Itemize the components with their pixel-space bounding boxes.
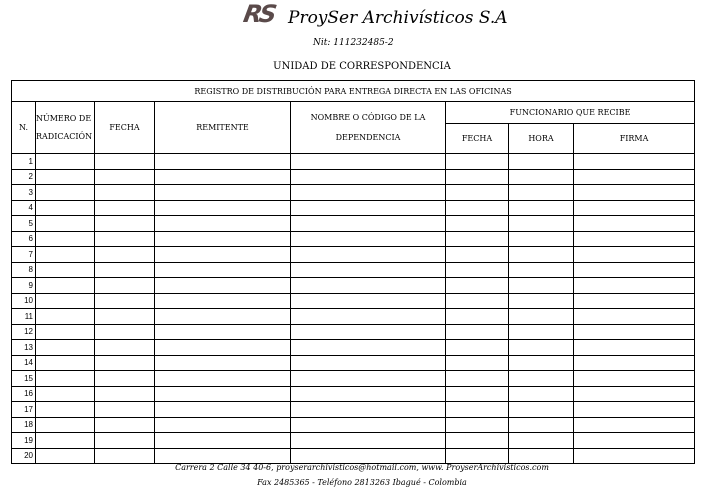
row-cell[interactable] (291, 185, 446, 201)
row-cell[interactable] (509, 448, 574, 464)
table-title: REGISTRO DE DISTRIBUCIÓN PARA ENTREGA DIRECTA EN LAS OFICINAS (12, 81, 695, 102)
row-cell[interactable] (446, 293, 509, 309)
row-cell[interactable] (509, 200, 574, 216)
row-cell[interactable] (155, 417, 291, 433)
row-cell[interactable] (155, 154, 291, 170)
row-number: 6 (12, 231, 36, 247)
row-cell[interactable] (95, 293, 155, 309)
table-row (12, 386, 695, 402)
row-cell[interactable] (36, 340, 95, 356)
company-name: ProySer Archivísticos S.A (288, 8, 508, 28)
row-cell[interactable] (446, 402, 509, 418)
row-cell[interactable] (155, 448, 291, 464)
row-cell[interactable] (291, 448, 446, 464)
row-cell[interactable] (155, 200, 291, 216)
row-cell[interactable] (95, 231, 155, 247)
table-row (12, 402, 695, 418)
unit-title: UNIDAD DE CORRESPONDENCIA (273, 61, 451, 72)
row-cell[interactable] (509, 262, 574, 278)
row-cell[interactable] (574, 402, 695, 418)
row-cell[interactable] (574, 200, 695, 216)
table-row (12, 355, 695, 371)
row-number: 9 (12, 278, 36, 294)
row-cell[interactable] (574, 293, 695, 309)
row-cell[interactable] (155, 386, 291, 402)
row-cell[interactable] (155, 324, 291, 340)
row-cell[interactable] (291, 247, 446, 263)
row-cell[interactable] (291, 262, 446, 278)
row-cell[interactable] (95, 185, 155, 201)
row-cell[interactable] (574, 309, 695, 325)
row-cell[interactable] (95, 309, 155, 325)
row-number: 10 (12, 293, 36, 309)
row-number: 12 (12, 324, 36, 340)
row-cell[interactable] (446, 371, 509, 387)
row-number: 2 (12, 169, 36, 185)
row-cell[interactable] (509, 417, 574, 433)
table-row (12, 216, 695, 232)
table-row (12, 262, 695, 278)
row-cell[interactable] (509, 247, 574, 263)
row-cell[interactable] (36, 278, 95, 294)
row-cell[interactable] (36, 200, 95, 216)
header-f-firma: FIRMA (574, 124, 695, 154)
row-cell[interactable] (291, 433, 446, 449)
row-cell[interactable] (36, 371, 95, 387)
footer-contact: Fax 2485365 - Teléfono 2813263 Ibagué - Colombia (257, 478, 467, 487)
row-cell[interactable] (446, 340, 509, 356)
row-cell[interactable] (574, 231, 695, 247)
table-row (12, 247, 695, 263)
row-cell[interactable] (574, 247, 695, 263)
row-cell[interactable] (291, 231, 446, 247)
header-fecha: FECHA (95, 102, 155, 154)
row-cell[interactable] (95, 402, 155, 418)
row-cell[interactable] (155, 247, 291, 263)
row-number: 1 (12, 154, 36, 170)
row-number: 13 (12, 340, 36, 356)
row-cell[interactable] (95, 433, 155, 449)
row-cell[interactable] (446, 185, 509, 201)
row-cell[interactable] (36, 433, 95, 449)
row-cell[interactable] (509, 324, 574, 340)
row-cell[interactable] (574, 355, 695, 371)
row-cell[interactable] (36, 216, 95, 232)
row-cell[interactable] (155, 262, 291, 278)
row-cell[interactable] (291, 216, 446, 232)
row-cell[interactable] (509, 433, 574, 449)
row-cell[interactable] (36, 386, 95, 402)
row-cell[interactable] (446, 154, 509, 170)
row-cell[interactable] (291, 309, 446, 325)
header-funcionario: FUNCIONARIO QUE RECIBE (446, 102, 695, 124)
row-cell[interactable] (36, 293, 95, 309)
row-cell[interactable] (36, 262, 95, 278)
row-number: 11 (12, 309, 36, 325)
row-cell[interactable] (95, 154, 155, 170)
row-cell[interactable] (574, 386, 695, 402)
row-number: 16 (12, 386, 36, 402)
row-cell[interactable] (36, 231, 95, 247)
table-row (12, 371, 695, 387)
row-cell[interactable] (446, 278, 509, 294)
row-cell[interactable] (95, 386, 155, 402)
row-cell[interactable] (574, 216, 695, 232)
table-row (12, 231, 695, 247)
row-cell[interactable] (574, 433, 695, 449)
row-cell[interactable] (95, 371, 155, 387)
row-cell[interactable] (509, 340, 574, 356)
row-cell[interactable] (95, 340, 155, 356)
company-nit: Nit: 111232485-2 (313, 38, 394, 48)
row-cell[interactable] (509, 371, 574, 387)
row-cell[interactable] (36, 169, 95, 185)
row-cell[interactable] (509, 169, 574, 185)
row-cell[interactable] (36, 309, 95, 325)
row-cell[interactable] (509, 309, 574, 325)
table-row (12, 278, 695, 294)
row-number: 5 (12, 216, 36, 232)
row-cell[interactable] (36, 402, 95, 418)
row-cell[interactable] (574, 185, 695, 201)
footer-address: Carrera 2 Calle 34 40-6, proyserarchivisticos@hotmail.com, www. ProyserArchivisticos.com (175, 463, 549, 472)
row-cell[interactable] (155, 371, 291, 387)
table-row (12, 309, 695, 325)
row-cell[interactable] (155, 293, 291, 309)
header-n: N. (12, 102, 36, 154)
row-cell[interactable] (291, 355, 446, 371)
row-cell[interactable] (291, 371, 446, 387)
row-cell[interactable] (95, 216, 155, 232)
row-cell[interactable] (36, 417, 95, 433)
row-cell[interactable] (291, 278, 446, 294)
row-cell[interactable] (36, 355, 95, 371)
row-cell[interactable] (95, 448, 155, 464)
table-row (12, 200, 695, 216)
row-cell[interactable] (509, 185, 574, 201)
row-cell[interactable] (155, 309, 291, 325)
row-cell[interactable] (155, 433, 291, 449)
row-cell[interactable] (36, 247, 95, 263)
row-cell[interactable] (155, 340, 291, 356)
row-cell[interactable] (95, 247, 155, 263)
row-cell[interactable] (95, 324, 155, 340)
header-dependencia: NOMBRE O CÓDIGO DE LA DEPENDENCIA (291, 102, 446, 154)
row-number: 17 (12, 402, 36, 418)
header-f-fecha: FECHA (446, 124, 509, 154)
row-cell[interactable] (446, 324, 509, 340)
row-cell[interactable] (446, 448, 509, 464)
table-row (12, 433, 695, 449)
row-cell[interactable] (95, 169, 155, 185)
row-number: 3 (12, 185, 36, 201)
row-cell[interactable] (509, 216, 574, 232)
table-row (12, 293, 695, 309)
row-cell[interactable] (509, 154, 574, 170)
company-logo: RS (241, 0, 277, 28)
table-row (12, 448, 695, 464)
row-cell[interactable] (155, 402, 291, 418)
row-cell[interactable] (574, 448, 695, 464)
row-cell[interactable] (36, 448, 95, 464)
table-row (12, 185, 695, 201)
row-cell[interactable] (155, 231, 291, 247)
row-cell[interactable] (446, 433, 509, 449)
row-cell[interactable] (95, 200, 155, 216)
row-cell[interactable] (36, 185, 95, 201)
row-cell[interactable] (95, 262, 155, 278)
row-cell[interactable] (291, 386, 446, 402)
header-remitente: REMITENTE (155, 102, 291, 154)
row-cell[interactable] (446, 216, 509, 232)
row-cell[interactable] (291, 200, 446, 216)
row-cell[interactable] (291, 417, 446, 433)
row-cell[interactable] (291, 324, 446, 340)
row-cell[interactable] (574, 371, 695, 387)
row-number: 14 (12, 355, 36, 371)
row-cell[interactable] (574, 262, 695, 278)
row-cell[interactable] (446, 386, 509, 402)
row-cell[interactable] (95, 278, 155, 294)
row-cell[interactable] (155, 278, 291, 294)
row-cell[interactable] (574, 154, 695, 170)
row-cell[interactable] (509, 278, 574, 294)
row-number: 18 (12, 417, 36, 433)
row-cell[interactable] (509, 386, 574, 402)
table-row (12, 154, 695, 170)
row-number: 20 (12, 448, 36, 464)
header-f-hora: HORA (509, 124, 574, 154)
row-cell[interactable] (574, 417, 695, 433)
row-cell[interactable] (446, 355, 509, 371)
row-cell[interactable] (446, 262, 509, 278)
row-cell[interactable] (446, 247, 509, 263)
row-cell[interactable] (291, 402, 446, 418)
row-number: 7 (12, 247, 36, 263)
row-number: 19 (12, 433, 36, 449)
row-cell[interactable] (155, 169, 291, 185)
row-cell[interactable] (155, 185, 291, 201)
row-cell[interactable] (446, 231, 509, 247)
row-cell[interactable] (36, 154, 95, 170)
row-cell[interactable] (509, 293, 574, 309)
row-cell[interactable] (509, 231, 574, 247)
row-cell[interactable] (36, 324, 95, 340)
row-cell[interactable] (291, 340, 446, 356)
table-row (12, 324, 695, 340)
row-number: 15 (12, 371, 36, 387)
row-number: 4 (12, 200, 36, 216)
row-cell[interactable] (509, 402, 574, 418)
row-cell[interactable] (155, 216, 291, 232)
row-cell[interactable] (574, 169, 695, 185)
row-cell[interactable] (291, 154, 446, 170)
row-cell[interactable] (95, 417, 155, 433)
row-cell[interactable] (509, 355, 574, 371)
row-cell[interactable] (574, 324, 695, 340)
row-cell[interactable] (446, 200, 509, 216)
row-cell[interactable] (446, 417, 509, 433)
table-row (12, 340, 695, 356)
row-cell[interactable] (446, 169, 509, 185)
row-cell[interactable] (291, 293, 446, 309)
row-cell[interactable] (446, 309, 509, 325)
distribution-table (11, 80, 695, 464)
row-cell[interactable] (574, 278, 695, 294)
header-radicacion: NÚMERO DE RADICACIÓN (36, 102, 95, 154)
row-cell[interactable] (291, 169, 446, 185)
table-row (12, 417, 695, 433)
row-cell[interactable] (155, 355, 291, 371)
row-cell[interactable] (574, 340, 695, 356)
row-number: 8 (12, 262, 36, 278)
table-row (12, 169, 695, 185)
row-cell[interactable] (95, 355, 155, 371)
